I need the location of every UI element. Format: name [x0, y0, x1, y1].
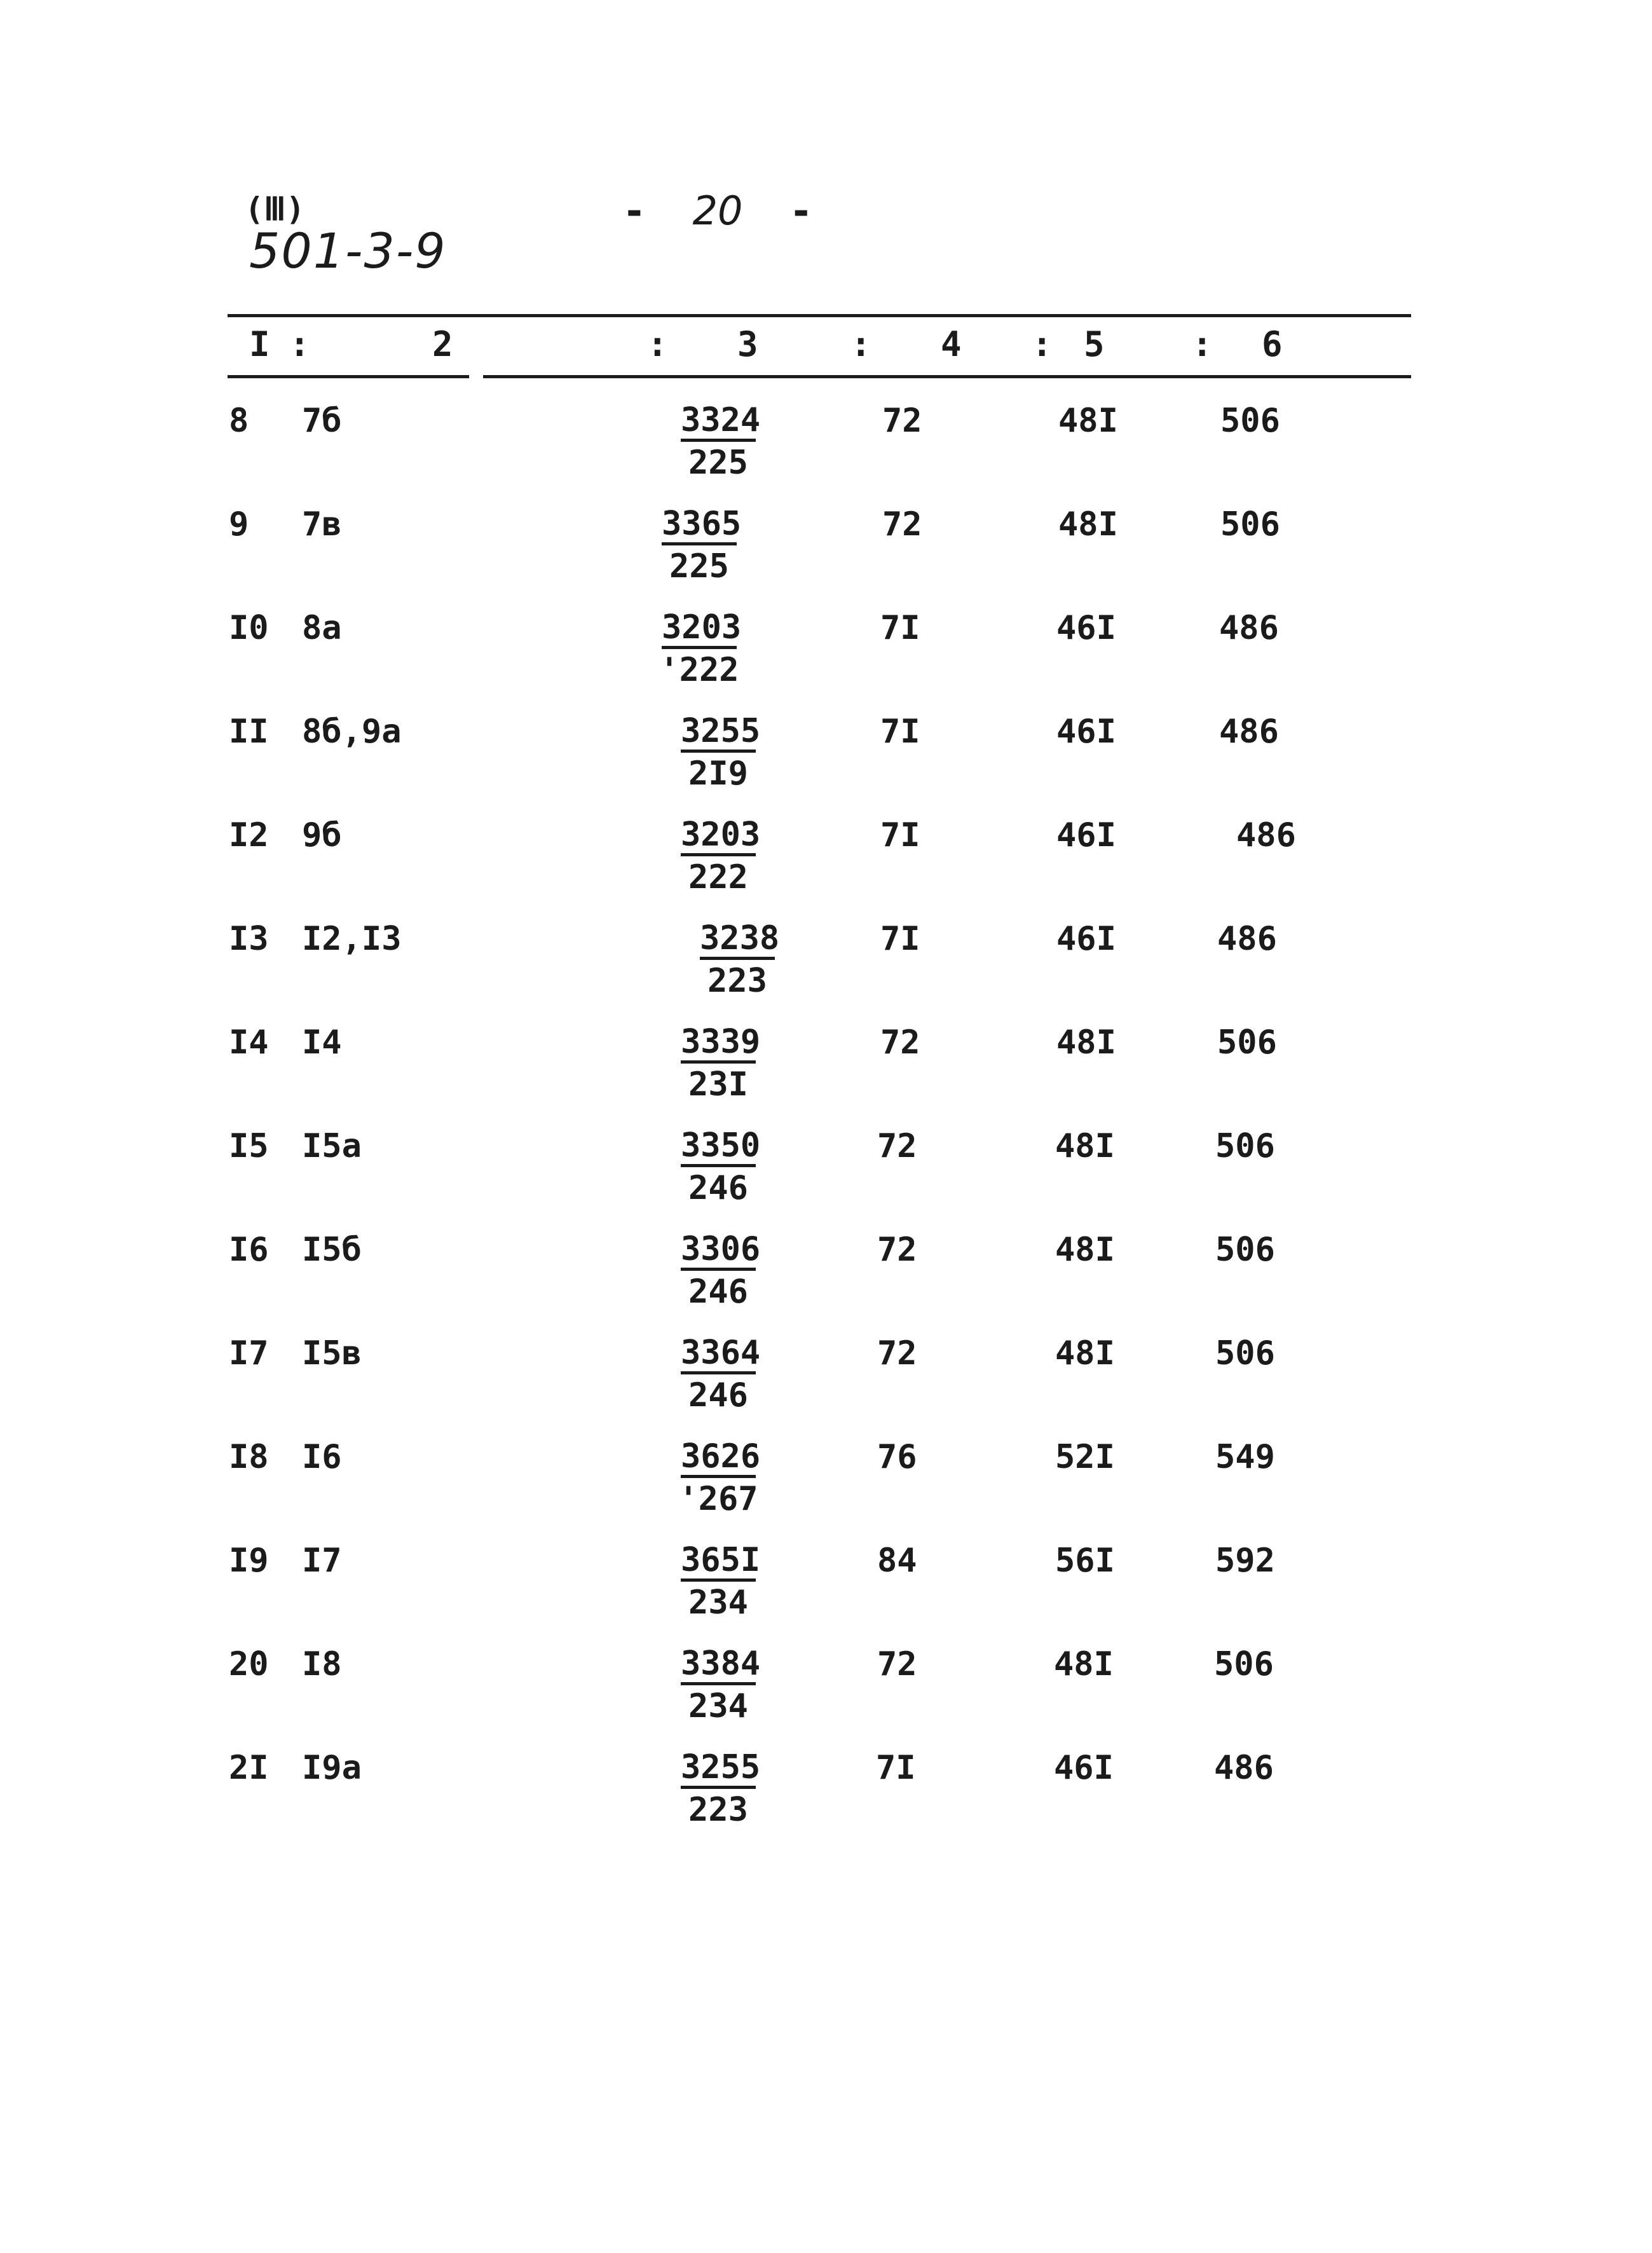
cell-col5: 48I: [1055, 1127, 1115, 1165]
table-header-rule-left: [228, 375, 469, 378]
cell-section: 8а: [302, 609, 342, 647]
cell-row-number: I7: [229, 1334, 269, 1373]
cell-col5: 48I: [1054, 1645, 1114, 1683]
cell-col5: 52I: [1055, 1438, 1115, 1476]
cell-section: I5в: [302, 1334, 362, 1373]
cell-fraction: [655, 1127, 782, 1209]
cell-col4: 7I: [876, 1749, 916, 1787]
fraction-denominator: 234: [688, 1584, 748, 1622]
cell-col5: 48I: [1055, 1334, 1115, 1373]
fraction-denominator: 225: [688, 444, 748, 482]
table-row: [0, 402, 1652, 503]
series-mark: (Ⅲ): [245, 191, 305, 228]
cell-fraction: [655, 1645, 782, 1727]
fraction-numerator: 3626: [681, 1438, 756, 1478]
cell-row-number: I3: [229, 920, 269, 958]
cell-section: I4: [302, 1024, 342, 1062]
cell-col5: 46I: [1056, 609, 1116, 647]
cell-col5: 46I: [1056, 816, 1116, 854]
col-sep-3: :: [850, 324, 871, 364]
col-sep-2: :: [647, 324, 668, 364]
col-header-3: 3: [737, 324, 758, 364]
cell-section: I6: [302, 1438, 342, 1476]
cell-col4: 72: [880, 1024, 920, 1062]
col-sep-1: :: [289, 324, 310, 364]
cell-col6: 592: [1215, 1542, 1275, 1580]
table-row: [0, 816, 1652, 918]
cell-section: I9а: [302, 1749, 362, 1787]
table-row: [0, 713, 1652, 814]
cell-col5: 48I: [1056, 1024, 1116, 1062]
cell-col6: 506: [1217, 1024, 1277, 1062]
fraction-denominator: 23I: [688, 1065, 748, 1104]
cell-col5: 48I: [1058, 505, 1118, 544]
cell-row-number: 20: [229, 1645, 269, 1683]
cell-col6: 506: [1215, 1127, 1275, 1165]
cell-row-number: I6: [229, 1231, 269, 1269]
cell-fraction: [655, 1231, 782, 1313]
cell-col4: 72: [877, 1334, 917, 1373]
cell-fraction: [636, 609, 763, 691]
fraction-denominator: 246: [688, 1273, 748, 1311]
col-header-6: 6: [1262, 324, 1283, 364]
col-header-1: I: [249, 324, 270, 364]
fraction-numerator: 3324: [681, 402, 756, 442]
table-top-rule: [228, 314, 1411, 317]
cell-col6: 506: [1214, 1645, 1274, 1683]
cell-col5: 56I: [1055, 1542, 1115, 1580]
table-row: [0, 1438, 1652, 1540]
cell-col6: 486: [1219, 713, 1279, 751]
cell-section: I7: [302, 1542, 342, 1580]
fraction-denominator: 246: [688, 1169, 748, 1207]
cell-section: I5а: [302, 1127, 362, 1165]
cell-col4: 72: [877, 1231, 917, 1269]
cell-section: 7в: [302, 505, 342, 544]
cell-col5: 48I: [1055, 1231, 1115, 1269]
fraction-denominator: 2I9: [688, 755, 748, 793]
fraction-numerator: 3203: [662, 609, 737, 649]
cell-section: I2,I3: [302, 920, 402, 958]
cell-fraction: [674, 920, 801, 1002]
cell-col4: 76: [877, 1438, 917, 1476]
cell-row-number: I0: [229, 609, 269, 647]
cell-fraction: [655, 402, 782, 484]
cell-row-number: 8: [229, 402, 249, 440]
cell-col5: 46I: [1054, 1749, 1114, 1787]
cell-col6: 506: [1215, 1334, 1275, 1373]
cell-col4: 72: [877, 1127, 917, 1165]
cell-col6: 506: [1220, 505, 1280, 544]
cell-col4: 7I: [880, 609, 920, 647]
table-row: [0, 1024, 1652, 1125]
cell-fraction: [636, 505, 763, 587]
cell-row-number: II: [229, 713, 269, 751]
cell-col6: 506: [1220, 402, 1280, 440]
cell-section: 8б,9а: [302, 713, 402, 751]
page-number: 20: [692, 188, 743, 234]
col-sep-4: :: [1032, 324, 1053, 364]
fraction-numerator: 3384: [681, 1645, 756, 1685]
cell-col5: 46I: [1056, 713, 1116, 751]
fraction-denominator: 223: [707, 962, 767, 1000]
cell-fraction: [655, 713, 782, 795]
cell-col6: 486: [1219, 609, 1279, 647]
cell-section: 9б: [302, 816, 342, 854]
table-row: [0, 1542, 1652, 1643]
fraction-numerator: 3364: [681, 1334, 756, 1374]
fraction-numerator: 3203: [681, 816, 756, 856]
cell-col4: 72: [882, 505, 922, 544]
fraction-denominator: 225: [669, 547, 729, 586]
fraction-numerator: 3306: [681, 1231, 756, 1271]
cell-section: I5б: [302, 1231, 362, 1269]
col-sep-5: :: [1192, 324, 1213, 364]
cell-row-number: I5: [229, 1127, 269, 1165]
table-row: [0, 1645, 1652, 1747]
table-row: [0, 920, 1652, 1022]
fraction-numerator: 3350: [681, 1127, 756, 1167]
cell-col4: 84: [877, 1542, 917, 1580]
fraction-numerator: 3238: [700, 920, 775, 960]
cell-row-number: I8: [229, 1438, 269, 1476]
table-header-rule-right: [483, 375, 1411, 378]
cell-fraction: [655, 1542, 782, 1624]
page-dash-right: -: [793, 188, 810, 234]
col-header-5: 5: [1084, 324, 1105, 364]
cell-row-number: 2I: [229, 1749, 269, 1787]
cell-col6: 549: [1215, 1438, 1275, 1476]
fraction-numerator: 365I: [681, 1542, 756, 1582]
cell-col4: 72: [877, 1645, 917, 1683]
fraction-numerator: 3339: [681, 1024, 756, 1064]
table-row: [0, 1334, 1652, 1436]
cell-row-number: 9: [229, 505, 249, 544]
col-header-2: 2: [432, 324, 453, 364]
fraction-numerator: 3365: [662, 505, 737, 545]
col-header-4: 4: [941, 324, 962, 364]
fraction-denominator: '222: [659, 651, 739, 689]
cell-col5: 46I: [1056, 920, 1116, 958]
cell-col4: 72: [882, 402, 922, 440]
fraction-numerator: 3255: [681, 1749, 756, 1789]
table-row: [0, 505, 1652, 607]
fraction-numerator: 3255: [681, 713, 756, 753]
cell-col5: 48I: [1058, 402, 1118, 440]
cell-row-number: I4: [229, 1024, 269, 1062]
fraction-denominator: 223: [688, 1791, 748, 1829]
cell-fraction: [655, 1334, 782, 1416]
page-number-line: [626, 188, 809, 234]
cell-col4: 7I: [880, 816, 920, 854]
cell-col6: 486: [1214, 1749, 1274, 1787]
cell-row-number: I9: [229, 1542, 269, 1580]
page-dash-left: -: [626, 188, 643, 234]
cell-col6: 506: [1215, 1231, 1275, 1269]
cell-col6: 486: [1217, 920, 1277, 958]
cell-section: I8: [302, 1645, 342, 1683]
table-row: [0, 609, 1652, 711]
fraction-denominator: '267: [678, 1480, 758, 1518]
cell-fraction: [655, 816, 782, 898]
cell-fraction: [655, 1024, 782, 1106]
cell-fraction: [655, 1749, 782, 1831]
fraction-denominator: 234: [688, 1687, 748, 1725]
table-row: [0, 1749, 1652, 1851]
fraction-denominator: 222: [688, 858, 748, 896]
cell-fraction: [655, 1438, 782, 1520]
cell-row-number: I2: [229, 816, 269, 854]
table-row: [0, 1127, 1652, 1229]
cell-col6: 486: [1236, 816, 1296, 854]
cell-col4: 7I: [880, 920, 920, 958]
cell-col4: 7I: [880, 713, 920, 751]
table-row: [0, 1231, 1652, 1332]
document-number: 501-3-9: [249, 223, 447, 279]
cell-section: 7б: [302, 402, 342, 440]
fraction-denominator: 246: [688, 1376, 748, 1414]
